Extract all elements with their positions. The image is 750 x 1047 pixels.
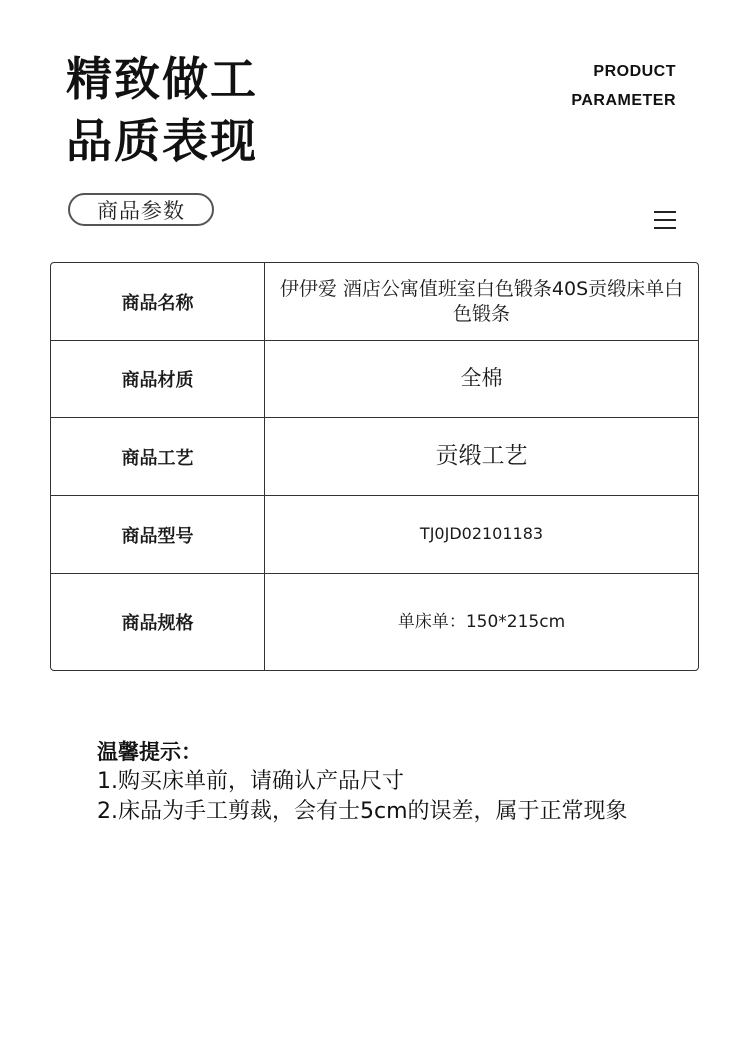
- row-label-craft: 商品工艺: [51, 418, 265, 495]
- tips-line-2: 2.床品为手工剪裁，会有士5cm的误差，属于正常现象: [97, 799, 628, 824]
- table-row: [51, 263, 698, 341]
- headline-line-2: 品质表现: [66, 114, 258, 168]
- headline-line-1: 精致做工: [66, 52, 258, 106]
- menu-icon[interactable]: [654, 211, 676, 229]
- english-title-line-1: PRODUCT: [593, 63, 676, 80]
- row-value-craft: 贡缎工艺: [435, 442, 528, 469]
- table-row: [51, 574, 698, 670]
- table-row: [51, 418, 698, 496]
- tips-title: 温馨提示：: [97, 740, 202, 764]
- row-label-material: 商品材质: [51, 341, 265, 417]
- row-label-name: 商品名称: [51, 263, 265, 340]
- row-value-spec: 单床单：150*215cm: [397, 611, 566, 632]
- row-value-material: 全棉: [460, 366, 503, 391]
- row-value-name: 伊伊爱 酒店公寓值班室白色锻条40S贡缎床单白色锻条: [279, 277, 684, 325]
- section-label-pill: 商品参数: [68, 193, 214, 226]
- table-row: [51, 341, 698, 418]
- english-title-line-2: PARAMETER: [571, 92, 676, 109]
- table-row: [51, 496, 698, 574]
- row-value-model: TJ0JD02101183: [419, 524, 544, 544]
- tips-block: [97, 737, 628, 827]
- row-label-spec: 商品规格: [51, 574, 265, 670]
- row-label-model: 商品型号: [51, 496, 265, 573]
- parameter-table: [50, 262, 699, 671]
- tips-line-1: 1.购买床单前，请确认产品尺寸: [97, 769, 404, 794]
